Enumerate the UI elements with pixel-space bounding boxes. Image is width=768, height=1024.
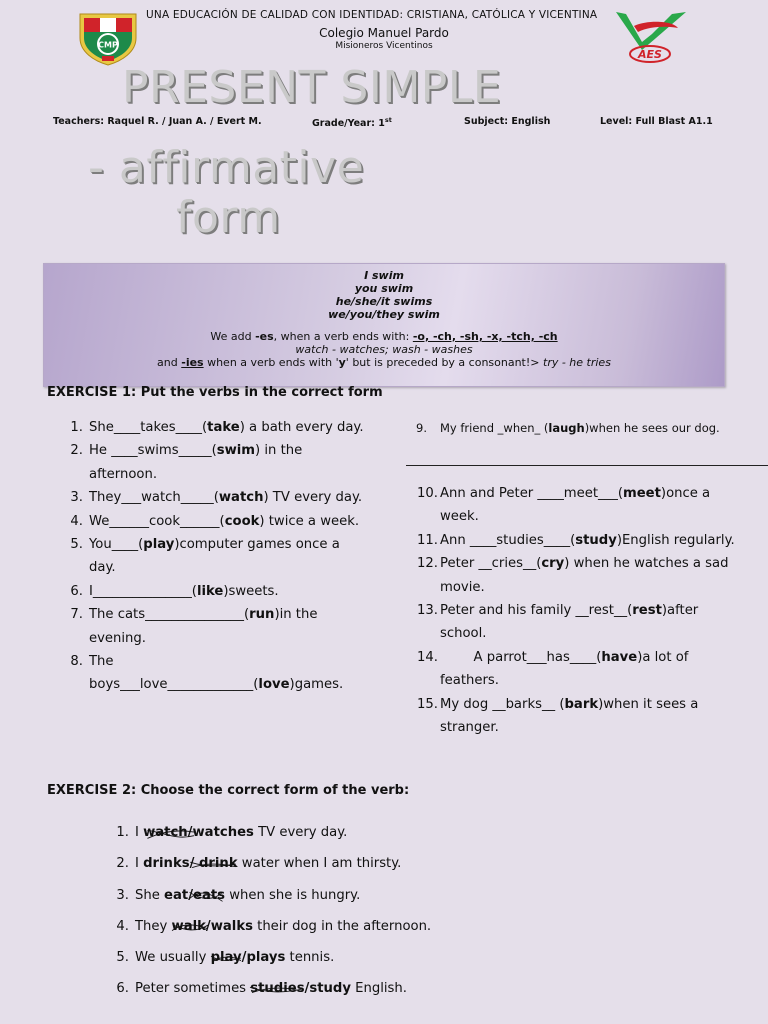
title-line-3: form	[176, 192, 281, 243]
item-text: My friend _when_ (	[440, 421, 549, 435]
item-number: 5.	[70, 537, 83, 553]
item-text: They___watch_____(	[89, 490, 219, 506]
exercise-2-item	[112, 887, 632, 918]
svg-text:CMP: CMP	[98, 40, 118, 50]
item-text: ) when he watches a sad movie.	[440, 556, 729, 595]
item-number: 6.	[116, 981, 129, 997]
cross-out-mark	[143, 824, 254, 842]
exercise-item	[65, 650, 365, 697]
choice-crossed	[143, 855, 238, 873]
item-text: ) TV every day.	[263, 490, 363, 506]
rule-examples: watch - watches; wash - washes	[295, 343, 473, 356]
exercise-2-title: EXERCISE 2: Choose the correct form of the verb:	[47, 783, 410, 798]
choice-crossed	[250, 980, 351, 998]
exercise-2-list	[112, 824, 632, 1012]
exercise-1-title: EXERCISE 1: Put the verbs in the correct form	[47, 385, 383, 400]
item-text: water when I am thirsty.	[237, 856, 402, 872]
exercise-item	[65, 510, 365, 533]
item-number: 8.	[70, 654, 83, 670]
exercise-item	[416, 646, 736, 693]
item-text: )when it sees a stranger.	[440, 696, 699, 736]
item-number: 4.	[116, 918, 129, 934]
exercise-item	[65, 603, 365, 650]
item-verb: play	[143, 537, 175, 553]
item-text: Ann and Peter ____meet___(	[440, 486, 623, 501]
choice-crossed	[211, 949, 286, 967]
rule-es-endings: -o, -ch, -sh, -x, -tch, -ch	[412, 330, 558, 343]
item-verb: take	[207, 420, 240, 435]
meta-level: Level: Full Blast A1.1	[600, 116, 713, 127]
answer-line	[406, 465, 768, 466]
item-verb: love	[258, 677, 290, 693]
rule-ies-text: and	[157, 356, 182, 369]
item-number: 3.	[116, 887, 129, 903]
item-text: They	[135, 918, 172, 934]
choice-text: eat/eats	[164, 887, 226, 903]
rule-es-suffix: -es	[255, 330, 274, 343]
rule-ies-text: ' but is preceded by a consonant!>	[345, 356, 543, 369]
item-number: 11.	[417, 532, 438, 548]
item-verb: cook	[224, 513, 260, 529]
item-text: We usually	[135, 950, 211, 966]
item-text: Ann ____studies____(	[440, 532, 576, 548]
conjugation-line: he/she/it swims	[335, 295, 433, 308]
item-text: )English regularly.	[616, 532, 735, 548]
rule-es-text: , when a verb ends with:	[273, 330, 413, 343]
item-text: )computer games once a day.	[89, 537, 340, 576]
item-verb: run	[249, 607, 275, 623]
item-verb: rest	[632, 603, 662, 619]
exercise-2-item	[112, 855, 632, 886]
item-number: 3.	[70, 490, 83, 506]
item-text: Peter sometimes	[135, 981, 251, 997]
item-number: 7.	[70, 607, 83, 623]
item-verb: cry	[541, 556, 565, 572]
item-text: when she is hungry.	[225, 887, 361, 903]
item-text: English.	[350, 981, 407, 997]
item-text: )sweets.	[223, 583, 279, 599]
item-text: She	[135, 887, 165, 903]
exercise-item	[416, 482, 736, 529]
item-number: 9.	[416, 421, 427, 435]
rule-es-text: We add	[210, 330, 256, 343]
cross-out-mark	[211, 949, 286, 967]
exercise-item	[65, 533, 365, 580]
item-number: 12.	[417, 556, 438, 572]
rule-ies-letter: y	[338, 356, 346, 369]
item-text: We______cook______(	[89, 513, 225, 529]
item-text: tennis.	[285, 950, 335, 966]
item-text: Peter __cries__(	[440, 556, 542, 572]
conjugation-line: I swim	[364, 269, 404, 282]
exercise-2-item	[112, 980, 632, 1011]
exercise-item	[65, 416, 365, 439]
choice-crossed	[164, 887, 225, 905]
item-verb: study	[575, 532, 617, 548]
school-name-text: Colegio Manuel Pardo	[319, 26, 449, 40]
exercise-2-item	[112, 824, 632, 855]
rule-es	[44, 330, 724, 343]
title-line-2: - affirmative	[88, 142, 365, 193]
choice-text: walk/walks	[171, 918, 253, 934]
exercise-item	[416, 529, 736, 552]
item-number: 5.	[116, 950, 129, 966]
item-text: )a lot of feathers.	[440, 649, 689, 689]
item-text: their dog in the afternoon.	[252, 918, 432, 934]
school-subtitle: Misioneros Vicentinos	[335, 41, 433, 51]
item-verb: watch	[218, 490, 264, 506]
exercise-2-item	[112, 918, 632, 949]
school-name	[0, 26, 768, 51]
item-text: Peter and his family __rest__(	[440, 603, 633, 619]
exercise-2-item	[112, 949, 632, 980]
cross-out-mark	[172, 918, 253, 936]
item-text: She____takes____(	[89, 420, 208, 435]
choice-crossed	[172, 918, 253, 936]
item-text: )once a week.	[440, 486, 711, 525]
rule-ies-suffix: -ies	[181, 356, 204, 369]
rule-ies-text: when a verb ends with '	[203, 356, 339, 369]
item-verb: meet	[622, 486, 661, 501]
item-text: )games.	[289, 677, 344, 693]
item-number: 4.	[70, 513, 83, 529]
rule-ies-example: try - he tries	[543, 356, 611, 369]
choice-text: watch/watches	[143, 825, 254, 840]
exercise-item	[65, 580, 365, 603]
item-verb: swim	[216, 443, 256, 459]
choice-text: drinks/ drink	[143, 856, 238, 872]
meta-subject: Subject: English	[464, 116, 551, 127]
item-text: )when he sees our dog.	[584, 421, 720, 435]
item-text: TV every day.	[253, 825, 348, 840]
exercise-item	[416, 418, 736, 439]
item-number: 1.	[70, 420, 83, 435]
item-text: ) a bath every day.	[239, 420, 364, 435]
item-number: 1.	[116, 825, 129, 840]
exercise-item	[65, 439, 365, 486]
exercise-item	[416, 552, 736, 599]
item-text: )in the evening.	[89, 607, 318, 646]
item-verb: have	[601, 649, 638, 665]
title-line-1: PRESENT SIMPLE	[122, 62, 502, 113]
exercise-1-left-list	[65, 416, 365, 697]
choice-text: studies/study	[250, 981, 351, 997]
item-text: )after school.	[440, 603, 699, 642]
choice-crossed	[143, 824, 254, 842]
cross-out-mark	[143, 855, 238, 873]
item-verb: laugh	[548, 421, 585, 435]
item-number: 2.	[70, 443, 83, 459]
item-number: 6.	[70, 583, 83, 599]
item-text: A parrot___has____(	[440, 649, 602, 665]
item-verb: like	[196, 583, 224, 599]
item-text: ) twice a week.	[259, 513, 360, 529]
item-text: I	[135, 856, 144, 872]
item-number: 14.	[417, 649, 438, 665]
cross-out-mark	[164, 887, 225, 905]
rule-ies	[44, 356, 724, 369]
choice-text: play/plays	[210, 950, 286, 966]
item-text: The boys___love_____________(	[89, 654, 259, 693]
item-number: 15.	[417, 696, 438, 712]
item-text: He ____swims_____(	[89, 443, 217, 459]
conjugation-line: you swim	[354, 282, 414, 295]
meta-grade-sup: st	[384, 116, 392, 124]
item-text: The cats_______________(	[89, 607, 250, 623]
svg-text:AES: AES	[638, 48, 662, 61]
school-motto: UNA EDUCACIÓN DE CALIDAD CON IDENTIDAD: CRISTIANA, CATÓLICA Y VICENTINA	[146, 9, 598, 21]
exercise-item	[416, 693, 736, 740]
grammar-box	[43, 263, 725, 387]
item-number: 2.	[116, 856, 129, 872]
exercise-item	[416, 599, 736, 646]
item-text: I	[135, 825, 144, 840]
item-number: 13.	[417, 603, 438, 619]
exercise-item	[65, 486, 365, 509]
item-text: My dog __barks__ (	[440, 696, 565, 712]
meta-grade-text: Grade/Year: 1	[312, 118, 385, 130]
cross-out-mark	[250, 980, 351, 998]
item-number: 10.	[417, 486, 438, 501]
meta-teachers: Teachers: Raquel R. / Juan A. / Evert M.	[53, 116, 262, 127]
meta-grade	[312, 116, 392, 129]
item-text: You____(	[89, 537, 144, 553]
item-text: ) in the afternoon.	[89, 443, 303, 482]
item-verb: bark	[564, 696, 599, 712]
item-text: I_______________(	[89, 583, 197, 599]
conjugation-line: we/you/they swim	[328, 308, 440, 321]
exercise-item-9	[416, 418, 736, 439]
exercise-1-right-list	[416, 482, 736, 739]
